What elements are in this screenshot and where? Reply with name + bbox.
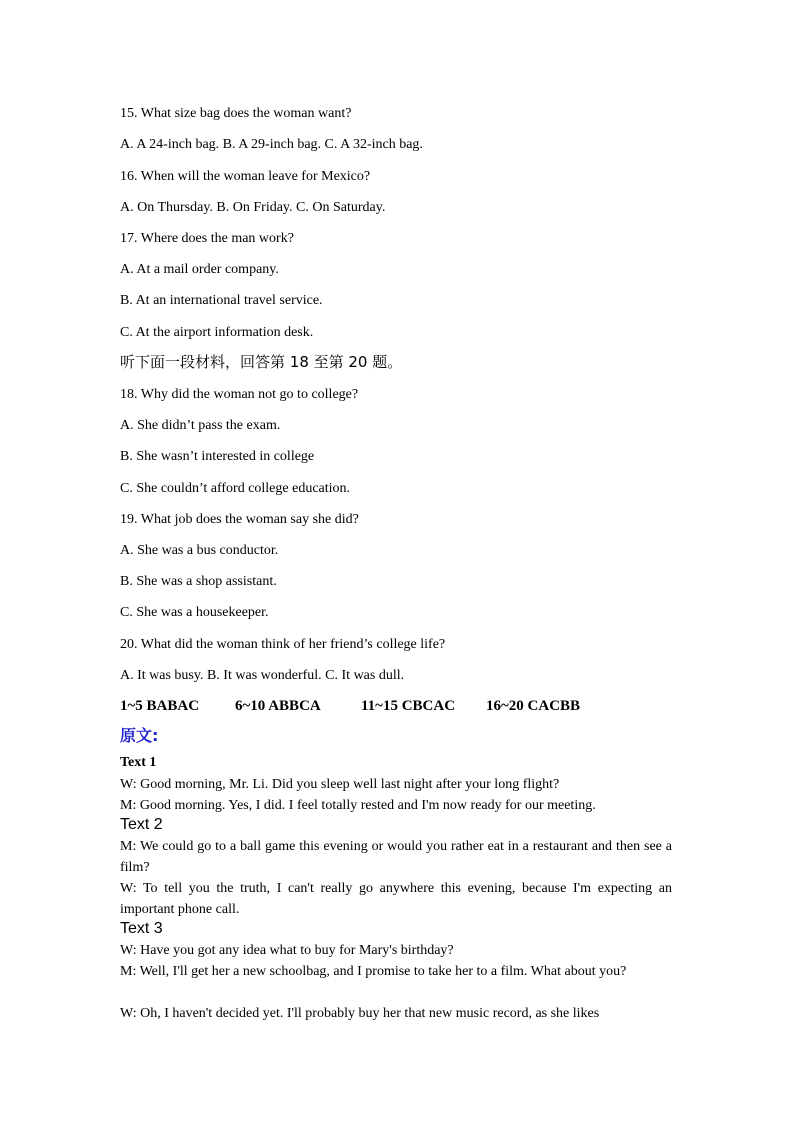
- text-1-line-1: W: Good morning, Mr. Li. Did you sleep well last night after your long flight?: [120, 777, 560, 792]
- question-19-option-c: C. She was a housekeeper.: [120, 605, 269, 620]
- question-19-option-a: A. She was a bus conductor.: [120, 543, 279, 558]
- text-3-line-3: W: Oh, I haven't decided yet. I'll probably buy her that new music record, as she likes: [120, 1006, 600, 1021]
- question-15: 15. What size bag does the woman want?: [120, 106, 352, 121]
- answer-key: [120, 697, 580, 715]
- question-16: 16. When will the woman leave for Mexico?: [120, 169, 371, 184]
- question-20: 20. What did the woman think of her friend’s college life?: [120, 637, 446, 652]
- question-16-options: A. On Thursday. B. On Friday. C. On Saturday.: [120, 200, 386, 215]
- question-17: 17. Where does the man work?: [120, 231, 294, 246]
- answer-key-16-20: 16~20 CACBB: [486, 698, 581, 714]
- text-1-line-2: M: Good morning. Yes, I did. I feel totally rested and I'm now ready for our meeting.: [120, 798, 596, 813]
- section-instruction: 听下面一段材料，回答第 18 至第 20 题。: [120, 353, 403, 371]
- question-19-option-b: B. She was a shop assistant.: [120, 574, 277, 589]
- text-2-heading: Text 2: [120, 816, 163, 833]
- question-20-options: A. It was busy. B. It was wonderful. C. It was dull.: [120, 668, 405, 683]
- question-17-option-c: C. At the airport information desk.: [120, 325, 314, 340]
- question-18-option-a: A. She didn’t pass the exam.: [120, 418, 281, 433]
- text-2-line-1: M: We could go to a ball game this evening or would you rather eat in a restaurant and then see a film?: [120, 839, 672, 875]
- question-17-option-b: B. At an international travel service.: [120, 293, 323, 308]
- question-17-option-a: A. At a mail order company.: [120, 262, 279, 277]
- question-18: 18. Why did the woman not go to college?: [120, 387, 359, 402]
- text-2-line-2: W: To tell you the truth, I can't really go anywhere this evening, because I'm expecting an important phone call.: [120, 881, 672, 917]
- text-3-heading: Text 3: [120, 920, 163, 937]
- transcript-label: 原文:: [120, 726, 159, 745]
- text-1-heading: Text 1: [120, 755, 157, 770]
- question-19: 19. What job does the woman say she did?: [120, 512, 359, 527]
- answer-key-11-15: 11~15 CBCAC: [361, 698, 456, 714]
- question-18-option-c: C. She couldn’t afford college education.: [120, 481, 351, 496]
- question-15-options: A. A 24-inch bag. B. A 29-inch bag. C. A 32-inch bag.: [120, 137, 423, 152]
- text-3-line-1: W: Have you got any idea what to buy for Mary's birthday?: [120, 943, 454, 958]
- answer-key-1-5: 1~5 BABAC: [120, 698, 200, 714]
- answer-key-6-10: 6~10 ABBCA: [235, 698, 321, 714]
- question-18-option-b: B. She wasn’t interested in college: [120, 449, 315, 464]
- text-3-line-2: M: Well, I'll get her a new schoolbag, and I promise to take her to a film. What about you?: [120, 964, 627, 979]
